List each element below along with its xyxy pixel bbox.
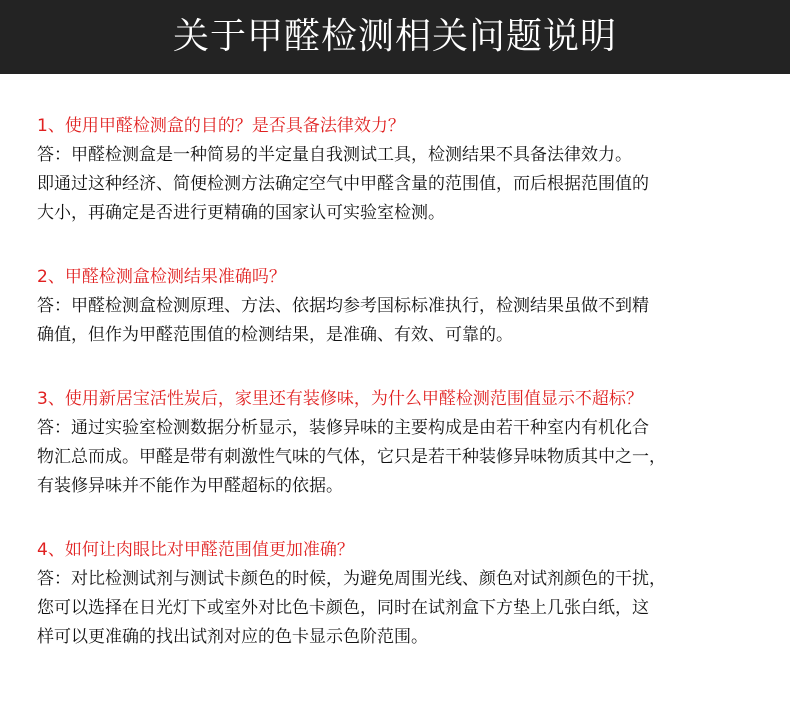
faq-item-1 [37, 112, 777, 228]
faq-answer [37, 565, 777, 652]
faq-question: 2、甲醛检测盒检测结果准确吗？ [37, 267, 286, 287]
answer-line: 物汇总而成。甲醛是带有刺激性气味的气体，它只是若干种装修异味物质其中之一， [37, 447, 666, 467]
answer-line: 答：通过实验室检测数据分析显示，装修异味的主要构成是由若干种室内有机化合 [37, 418, 649, 438]
answer-line: 即通过这种经济、简便检测方法确定空气中甲醛含量的范围值，而后根据范围值的 [37, 174, 649, 194]
faq-answer [37, 414, 777, 501]
answer-line: 确值，但作为甲醛范围值的检测结果，是准确、有效、可靠的。 [37, 325, 513, 345]
answer-line: 您可以选择在日光灯下或室外对比色卡颜色，同时在试剂盒下方垫上几张白纸，这 [37, 598, 649, 618]
faq-item-2 [37, 263, 777, 350]
answer-line: 样可以更准确的找出试剂对应的色卡显示色阶范围。 [37, 627, 428, 647]
faq-question: 1、使用甲醛检测盒的目的？是否具备法律效力？ [37, 116, 405, 136]
faq-item-3 [37, 385, 777, 501]
answer-line: 答：对比检测试剂与测试卡颜色的时候，为避免周围光线、颜色对试剂颜色的干扰， [37, 569, 666, 589]
faq-question: 3、使用新居宝活性炭后，家里还有装修味，为什么甲醛检测范围值显示不超标？ [37, 389, 643, 409]
faq-item-4 [37, 536, 777, 652]
faq-answer [37, 141, 777, 228]
page-title: 关于甲醛检测相关问题说明 [172, 16, 617, 57]
faq-list [37, 112, 777, 687]
answer-line: 大小，再确定是否进行更精确的国家认可实验室检测。 [37, 203, 445, 223]
answer-line: 答：甲醛检测盒检测原理、方法、依据均参考国标标准执行，检测结果虽做不到精 [37, 296, 649, 316]
faq-answer [37, 292, 777, 350]
answer-line: 答：甲醛检测盒是一种简易的半定量自我测试工具，检测结果不具备法律效力。 [37, 145, 632, 165]
header-bar [0, 0, 790, 74]
faq-question: 4、如何让肉眼比对甲醛范围值更加准确？ [37, 540, 354, 560]
answer-line: 有装修异味并不能作为甲醛超标的依据。 [37, 476, 343, 496]
